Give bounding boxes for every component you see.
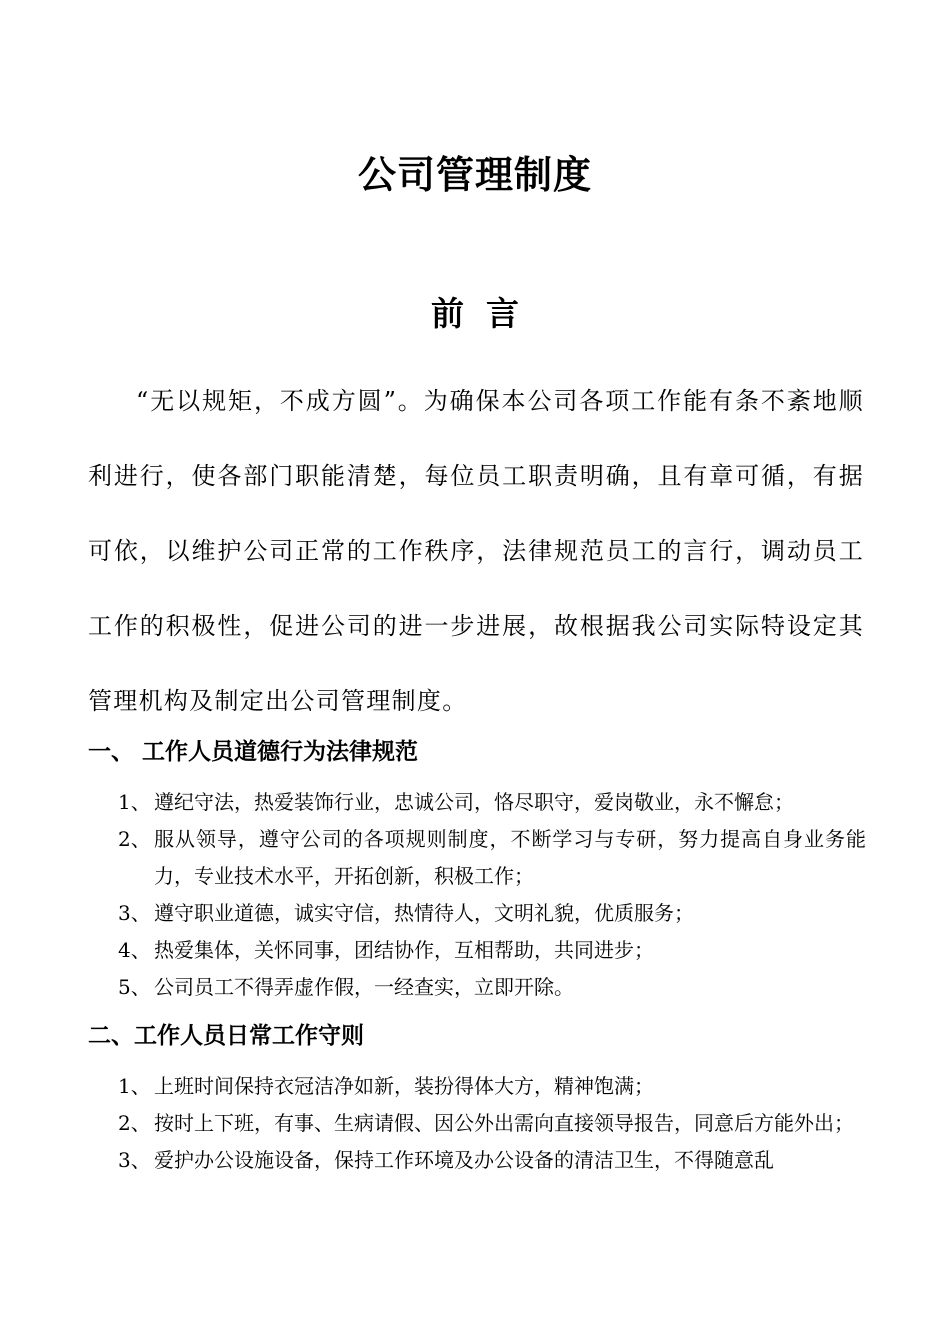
list-item-text: 服从领导，遵守公司的各项规则制度，不断学习与专研，努力提高自身业务能力，专业技术水平，开拓创新，积极工作； xyxy=(154,827,866,888)
list-item-number: 4、 xyxy=(118,938,151,962)
daily-rule-list xyxy=(118,1068,866,1179)
list-item-text: 按时上下班，有事、生病请假、因公外出需向直接领导报告，同意后方能外出； xyxy=(154,1111,854,1135)
list-item-number: 2、 xyxy=(118,1111,151,1135)
list-item-number: 5、 xyxy=(118,975,151,999)
list-item-text: 公司员工不得弄虚作假，一经查实，立即开除。 xyxy=(154,975,574,999)
list-item-text: 遵守职业道德，诚实守信，热情待人，文明礼貌，优质服务； xyxy=(154,901,694,925)
list-item-number: 1、 xyxy=(118,1074,151,1098)
list-item xyxy=(118,784,866,821)
preface-heading: 前言 xyxy=(431,294,541,334)
document-title: 公司管理制度 xyxy=(357,153,592,198)
list-item xyxy=(118,1068,866,1105)
section-heading-daily-rules: 二、工作人员日常工作守则 xyxy=(88,1023,364,1049)
list-item-text: 遵纪守法，热爱装饰行业，忠诚公司，恪尽职守，爱岗敬业，永不懈怠； xyxy=(154,790,794,814)
list-item xyxy=(118,1142,866,1179)
list-item-text: 爱护办公设施设备，保持工作环境及办公设备的清洁卫生，不得随意乱 xyxy=(154,1148,774,1172)
list-item-number: 3、 xyxy=(118,1148,151,1172)
list-item-number: 3、 xyxy=(118,901,151,925)
list-item xyxy=(118,1105,866,1142)
ethics-rule-list xyxy=(118,784,866,1006)
list-item xyxy=(118,895,866,932)
list-item-number: 2、 xyxy=(118,827,151,851)
list-item-number: 1、 xyxy=(118,790,151,814)
list-item-text: 热爱集体，关怀同事，团结协作，互相帮助，共同进步； xyxy=(154,938,654,962)
list-item xyxy=(118,821,866,895)
preface-paragraph: “无以规矩，不成方圆”。为确保本公司各项工作能有条不紊地顺利进行，使各部门职能清楚，每位员工职责明确，且有章可循，有据可依，以维护公司正常的工作秩序，法律规范员工的言行，调动员工工作的积极性，促进公司的进一步进展，故根据我公司实际特设定其管理机构及制定出公司管理制度。 xyxy=(88,387,864,715)
list-item-text: 上班时间保持衣冠洁净如新，装扮得体大方，精神饱满； xyxy=(154,1074,654,1098)
section-heading-ethics: 一、 工作人员道德行为法律规范 xyxy=(88,739,419,765)
list-item xyxy=(118,932,866,969)
list-item xyxy=(118,969,866,1006)
